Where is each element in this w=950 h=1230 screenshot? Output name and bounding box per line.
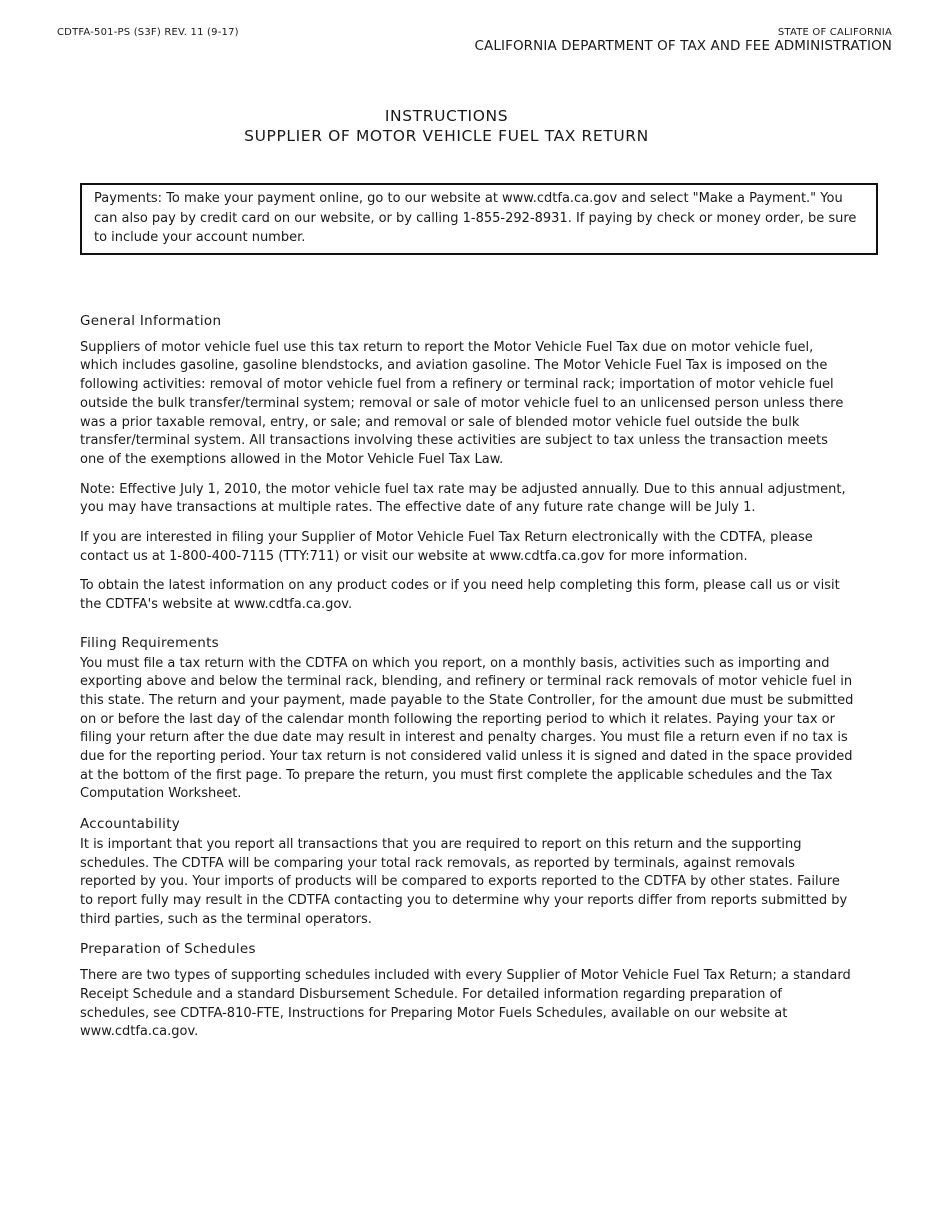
paragraph: It is important that you report all transactions that you are required to report on this return and the supporting schedules. The CDTFA will be comparing your total rack removals, as reported by terminals, against removals reported by you. Your imports of products will be compared to exports reported to the CDTFA by other states. Failure to report fully may result in the CDTFA contacting you to determine why your reports differ from reports submitted by third parties, such as the terminal operators. [80,836,848,927]
section-heading: Preparation of Schedules [80,941,256,958]
department-name: CALIFORNIA DEPARTMENT OF TAX AND FEE ADMINISTRATION [474,38,892,54]
paragraph: There are two types of supporting schedules included with every Supplier of Motor Vehicle Fuel Tax Return; a standard Receipt Schedule and a standard Disbursement Schedule. For detailed information regarding preparation of schedules, see CDTFA-810-FTE, Instructions for Preparing Motor Fuels Schedules, available on our website at www.cdtfa.ca.gov. [80,968,851,1040]
section-general-information [80,312,855,615]
title-line-1: INSTRUCTIONS [384,107,509,125]
section-heading: Accountability [80,816,181,833]
agency-header [475,27,892,54]
section-preparation-of-schedules [80,940,855,1042]
form-id: CDTFA-501-PS (S3F) REV. 11 (9-17) [57,27,239,38]
section-filing-requirements [80,634,855,804]
paragraph: Suppliers of motor vehicle fuel use this tax return to report the Motor Vehicle Fuel Tax due on motor vehicle fuel, which includes gasoline, gasoline blendstocks, and aviation gasoline. The Motor Vehicle Fuel Tax is imposed on the following activities: removal of motor vehicle fuel from a refinery or terminal rack; importation of motor vehicle fuel outside the bulk transfer/terminal system; removal or sale of motor vehicle fuel to an unlicensed person unless there was a prior taxable removal, entry, or sale; and removal or sale of blended motor vehicle fuel outside the bulk transfer/terminal system. All transactions involving these activities are subject to tax unless the transaction meets one of the exemptions allowed in the Motor Vehicle Fuel Tax Law. [80,339,844,467]
section-heading: General Information [80,313,222,329]
payment-info-box [80,183,878,255]
title-line-2: SUPPLIER OF MOTOR VEHICLE FUEL TAX RETURN [244,127,649,145]
paragraph: You must file a tax return with the CDTFA on which you report, on a monthly basis, activities such as importing and exporting above and below the terminal rack, blending, and refinery or terminal rack removals of motor vehicle fuel in this state. The return and your payment, made payable to the State Controller, for the amount due must be submitted on or before the last day of the calendar month following the reporting period to which it relates. Paying your tax or filing your return after the due date may result in interest and penalty charges. You must file a return even if no tax is due for the reporting period. Your tax return is not considered valid unless it is signed and dated in the space provided at the bottom of the first page. To prepare the return, you must first complete the applicable schedules and the Tax Computation Worksheet. [80,655,854,802]
paragraph: To obtain the latest information on any product codes or if you need help completing this form, please call us or visit the CDTFA's website at www.cdtfa.ca.gov. [80,578,840,613]
instructions-body [80,312,855,1053]
paragraph: Note: Effective July 1, 2010, the motor vehicle fuel tax rate may be adjusted annually. Due to this annual adjustment, you may have transactions at multiple rates. The effective date of any future rate change will be July 1. [80,481,846,516]
section-heading: Filing Requirements [80,634,220,651]
payment-info-text: Payments: To make your payment online, go to our website at www.cdtfa.ca.gov and select "Make a Payment." You can also pay by credit card on our website, or by calling 1-855-292-8931. If paying by check or money order, be sure to include your account number. [94,191,857,245]
section-accountability [80,815,855,929]
document-title [0,106,893,146]
state-name: STATE OF CALIFORNIA [777,27,892,38]
paragraph: If you are interested in filing your Supplier of Motor Vehicle Fuel Tax Return electronically with the CDTFA, please contact us at 1-800-400-7115 (TTY:711) or visit our website at www.cdtfa.ca.gov for more information. [80,530,813,564]
